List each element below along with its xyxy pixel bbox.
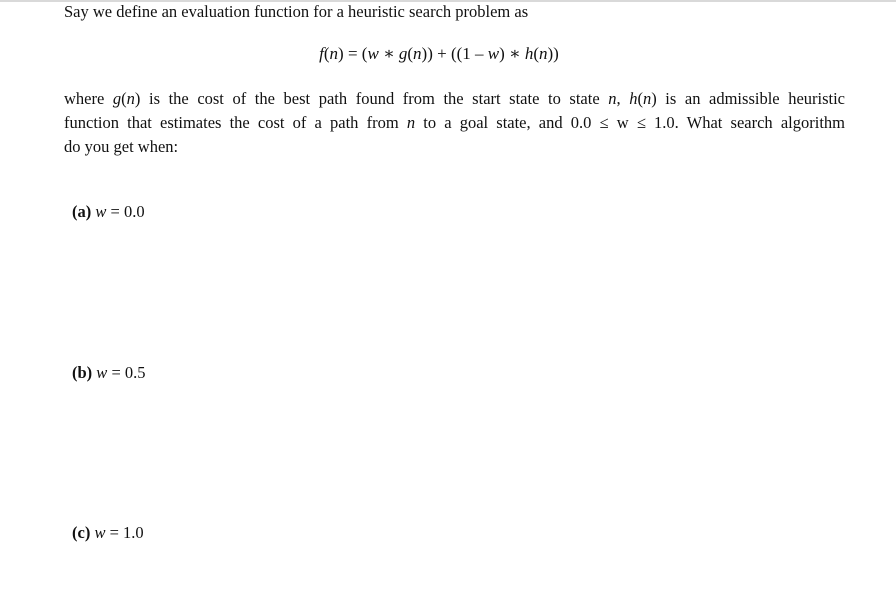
formula-end: )) xyxy=(547,44,559,63)
formula-star: ∗ xyxy=(378,44,399,63)
var-n: n xyxy=(406,113,416,132)
text-run: function that estimates the cost of a path from xyxy=(64,113,407,132)
formula-w: w xyxy=(487,44,500,63)
text-run: ) is an admissible heuristic xyxy=(651,89,846,108)
text-run: ( xyxy=(637,89,643,108)
formula-close: ) ∗ xyxy=(499,44,525,63)
formula-n: n xyxy=(413,44,422,63)
text-run: ( xyxy=(121,89,127,108)
paragraph-line-3: do you get when: xyxy=(64,137,179,156)
formula-mid: )) + ((1 – xyxy=(421,44,488,63)
evaluation-formula: f(n) = (w ∗ g(n)) + ((1 – w) ∗ h(n)) xyxy=(319,44,559,63)
formula-f: f xyxy=(319,44,324,63)
question-a xyxy=(72,201,145,223)
intro-text: Say we define an evaluation function for a heuristic search problem as xyxy=(64,2,529,21)
question-label: (a) xyxy=(72,202,92,221)
description-paragraph xyxy=(64,87,845,159)
formula-eq: ) = ( xyxy=(338,44,368,63)
var-g: g xyxy=(112,89,122,108)
formula-h: h xyxy=(524,44,534,63)
var-n: n xyxy=(126,89,135,108)
question-value: = 0.0 xyxy=(106,202,145,221)
question-c xyxy=(72,522,144,544)
question-label: (c) xyxy=(72,523,91,542)
text-run: , xyxy=(616,89,630,108)
paragraph-line-2 xyxy=(64,111,845,135)
question-var: w xyxy=(94,523,106,542)
var-h: h xyxy=(629,89,638,108)
question-value: = 0.5 xyxy=(107,363,146,382)
paragraph-line-1 xyxy=(64,87,845,111)
formula-g: g xyxy=(398,44,408,63)
formula-n: n xyxy=(539,44,548,63)
var-n: n xyxy=(608,89,617,108)
question-label: (b) xyxy=(72,363,93,382)
text-run: to a goal state, and 0.0 ≤ w ≤ 1.0. What search algorithm xyxy=(415,113,845,132)
question-var: w xyxy=(95,202,107,221)
question-var: w xyxy=(96,363,108,382)
formula-n: n xyxy=(329,44,339,63)
text-run: ) is the cost of the best path found from the start state to state xyxy=(134,89,609,108)
text-run: where xyxy=(64,89,113,108)
formula-w: w xyxy=(367,44,379,63)
question-b xyxy=(72,362,146,384)
var-n: n xyxy=(642,89,652,108)
question-value: = 1.0 xyxy=(105,523,144,542)
